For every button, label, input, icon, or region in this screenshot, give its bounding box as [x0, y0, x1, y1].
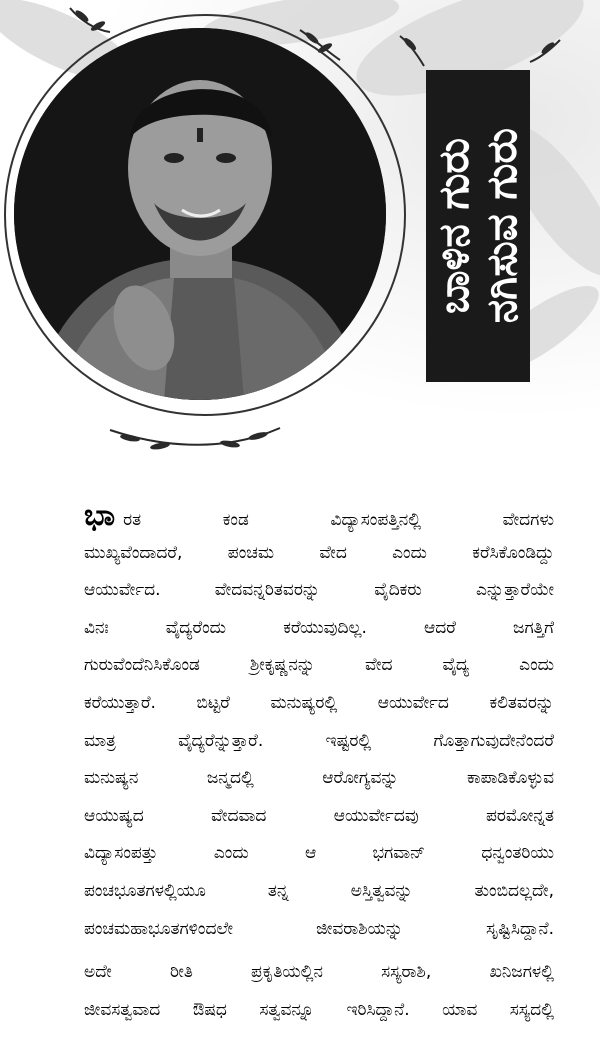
- text-line: ಗುರುವೆಂದೆನಿಸಿಕೊಂಡ ಶ್ರೀಕೃಷ್ಣನನ್ನು ವೇದ ವೈದ್ಯ ಎಂದು: [84, 655, 554, 676]
- hero-section: [0, 0, 600, 470]
- text-line: ಆಯುರ್ವೇದ. ವೇದವನ್ನರಿತವರನ್ನು ವೈದಿಕರು ಎನ್ನುತ್ತಾರೆಯೇ: [84, 580, 554, 601]
- title-column-1: ನಗಿಸುವ ಗುರು: [477, 128, 526, 324]
- text-line: ಅದೇ ರೀತಿ ಪ್ರಕೃತಿಯಲ್ಲಿನ ಸಸ್ಯರಾಶಿ, ಖನಿಜಗಳಲ್ಲಿ: [84, 962, 554, 983]
- paragraph-first-line: [84, 497, 554, 535]
- text-line: ಮನುಷ್ಯನ ಜನ್ಮದಲ್ಲಿ ಆರೋಗ್ಯವನ್ನು ಕಾಪಾಡಿಕೊಳ್ಳುವ: [84, 768, 554, 789]
- text-line: ಆಯುಷ್ಯದ ವೇದವಾದ ಆಯುರ್ವೇದವು ಪರಮೋನ್ನತ: [84, 805, 554, 826]
- text-line: ಜೀವಸತ್ವವಾದ ಔಷಧ ಸತ್ವವನ್ನೂ ಇರಿಸಿದ್ದಾನೆ. ಯಾವ ಸಸ್ಯದಲ್ಲಿ: [84, 999, 554, 1020]
- text-line: ರತ ಕಂಡ ವಿದ್ಯಾಸಂಪತ್ತಿನಲ್ಲಿ ವೇದಗಳು: [123, 510, 554, 530]
- text-line: ಪಂಚಮಹಾಭೂತಗಳಿಂದಲೇ ಜೀವರಾಶಿಯನ್ನು ಸೃಷ್ಟಿಸಿದ್ದಾನೆ.: [84, 918, 554, 939]
- text-line: ವಿನಃ ವೈದ್ಯರೆಂದು ಕರೆಯುವುದಿಲ್ಲ. ಆದರೆ ಜಗತ್ತಿಗೆ: [84, 617, 554, 638]
- text-line: ಮಾತ್ರ ವೈದ್ಯರೆನ್ನುತ್ತಾರೆ. ಇಷ್ಟರಲ್ಲಿ ಗೊತ್ತಾಗುವುದೇನೆಂದರೆ: [84, 730, 554, 751]
- paragraph: [84, 497, 554, 948]
- portrait-illustration: [14, 28, 386, 400]
- text-line: ಕರೆಯುತ್ತಾರೆ. ಬಿಟ್ಟರೆ ಮನುಷ್ಯರಲ್ಲಿ ಆಯುರ್ವೇದ ಕಲಿತವರನ್ನು: [84, 692, 554, 713]
- text-line: ಮುಖ್ಯವೆಂದಾದರೆ, ಪಂಚಮ ವೇದ ಎಂದು ಕರೆಸಿಕೊಂಡಿದ್ದು: [84, 542, 554, 563]
- article-body: [84, 497, 554, 1029]
- vertical-title-box: [426, 70, 530, 382]
- paragraph: [84, 954, 554, 1029]
- text-line: ವಿದ್ಯಾಸಂಪತ್ತು ಎಂದು ಆ ಭಗವಾನ್ ಧನ್ವಂತರಿಯು: [84, 843, 554, 864]
- title-column-2: ಬಾಳಿನ ಗುರು: [429, 137, 478, 315]
- portrait-photo: [14, 28, 386, 400]
- drop-cap: ಭಾ: [84, 498, 116, 533]
- text-line: ಪಂಚಭೂತಗಳಲ್ಲಿಯೂ ತನ್ನ ಅಸ್ತಿತ್ವವನ್ನು ತುಂಬಿದಲ್ಲದೇ,: [84, 880, 554, 901]
